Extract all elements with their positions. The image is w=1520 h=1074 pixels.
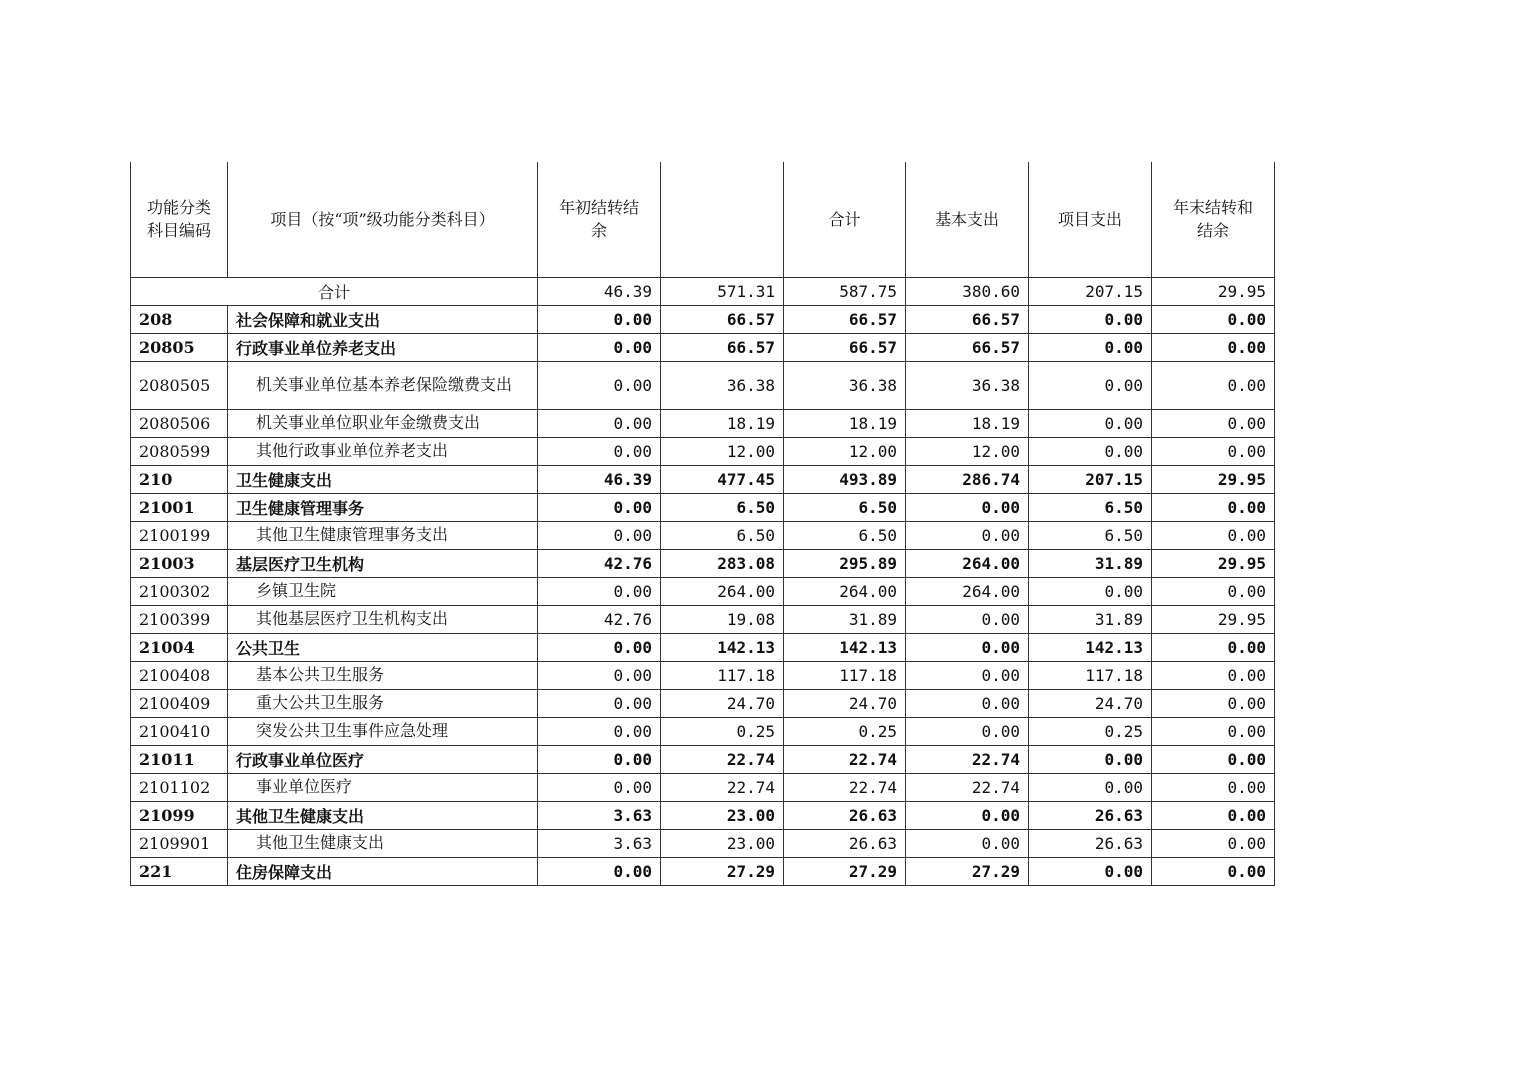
- header-blank: [661, 162, 784, 277]
- amount-cell: 0.00: [538, 633, 661, 661]
- subject-name: 行政事业单位医疗: [228, 745, 538, 773]
- amount-cell: 0.00: [538, 409, 661, 437]
- table-row: [131, 577, 1275, 605]
- amount-cell: 66.57: [661, 305, 784, 333]
- amount-cell: 0.00: [1029, 745, 1152, 773]
- header-opening-balance: 年初结转结 余: [538, 162, 661, 277]
- subject-code: 2100409: [131, 689, 228, 717]
- amount-cell: 12.00: [784, 437, 906, 465]
- amount-cell: 0.00: [1029, 857, 1152, 885]
- amount-cell: 0.00: [1152, 717, 1275, 745]
- header-closing-balance: 年末结转和 结余: [1152, 162, 1275, 277]
- amount-cell: 142.13: [1029, 633, 1152, 661]
- amount-cell: 0.00: [1152, 801, 1275, 829]
- amount-cell: 142.13: [784, 633, 906, 661]
- amount-cell: 23.00: [661, 829, 784, 857]
- amount-cell: 6.50: [661, 521, 784, 549]
- subject-code: 2100399: [131, 605, 228, 633]
- amount-cell: 142.13: [661, 633, 784, 661]
- subject-code: 2080599: [131, 437, 228, 465]
- amount-cell: 66.57: [906, 333, 1029, 361]
- amount-cell: 0.00: [538, 361, 661, 409]
- amount-cell: 29.95: [1152, 465, 1275, 493]
- table-row: [131, 717, 1275, 745]
- amount-cell: 0.00: [538, 857, 661, 885]
- subject-name: 行政事业单位养老支出: [228, 333, 538, 361]
- subject-code: 21001: [131, 493, 228, 521]
- subject-name: 住房保障支出: [228, 857, 538, 885]
- subject-name: 基层医疗卫生机构: [228, 549, 538, 577]
- amount-cell: 36.38: [906, 361, 1029, 409]
- amount-cell: 0.00: [1152, 745, 1275, 773]
- amount-cell: 0.00: [538, 661, 661, 689]
- subject-name: 其他卫生健康管理事务支出: [228, 521, 538, 549]
- total-value: 29.95: [1152, 277, 1275, 305]
- amount-cell: 207.15: [1029, 465, 1152, 493]
- amount-cell: 12.00: [661, 437, 784, 465]
- amount-cell: 0.25: [784, 717, 906, 745]
- amount-cell: 0.00: [538, 305, 661, 333]
- subject-name: 重大公共卫生服务: [228, 689, 538, 717]
- subject-code: 2101102: [131, 773, 228, 801]
- table-row: [131, 689, 1275, 717]
- amount-cell: 0.00: [1152, 437, 1275, 465]
- table-row: [131, 745, 1275, 773]
- total-value: 571.31: [661, 277, 784, 305]
- subject-name: 乡镇卫生院: [228, 577, 538, 605]
- table-row: [131, 409, 1275, 437]
- subject-code: 21004: [131, 633, 228, 661]
- total-value: 587.75: [784, 277, 906, 305]
- amount-cell: 0.00: [1029, 577, 1152, 605]
- amount-cell: 0.00: [538, 437, 661, 465]
- amount-cell: 0.00: [538, 521, 661, 549]
- amount-cell: 26.63: [784, 829, 906, 857]
- header-total: 合计: [784, 162, 906, 277]
- amount-cell: 29.95: [1152, 605, 1275, 633]
- amount-cell: 36.38: [661, 361, 784, 409]
- amount-cell: 0.00: [538, 773, 661, 801]
- amount-cell: 0.00: [1152, 829, 1275, 857]
- amount-cell: 31.89: [1029, 549, 1152, 577]
- amount-cell: 27.29: [661, 857, 784, 885]
- amount-cell: 0.00: [906, 521, 1029, 549]
- total-label: 合计: [131, 277, 538, 305]
- amount-cell: 27.29: [784, 857, 906, 885]
- amount-cell: 264.00: [906, 549, 1029, 577]
- amount-cell: 0.00: [906, 605, 1029, 633]
- amount-cell: 0.00: [1029, 305, 1152, 333]
- amount-cell: 0.00: [538, 717, 661, 745]
- header-row: [131, 162, 1275, 277]
- subject-name: 其他卫生健康支出: [228, 829, 538, 857]
- amount-cell: 23.00: [661, 801, 784, 829]
- amount-cell: 264.00: [661, 577, 784, 605]
- amount-cell: 66.57: [906, 305, 1029, 333]
- amount-cell: 66.57: [661, 333, 784, 361]
- amount-cell: 18.19: [906, 409, 1029, 437]
- amount-cell: 0.00: [1152, 333, 1275, 361]
- amount-cell: 0.00: [906, 717, 1029, 745]
- amount-cell: 36.38: [784, 361, 906, 409]
- amount-cell: 0.25: [1029, 717, 1152, 745]
- amount-cell: 0.00: [538, 333, 661, 361]
- amount-cell: 3.63: [538, 801, 661, 829]
- table-row: [131, 829, 1275, 857]
- amount-cell: 26.63: [1029, 829, 1152, 857]
- subject-code: 2080506: [131, 409, 228, 437]
- amount-cell: 0.00: [1152, 305, 1275, 333]
- amount-cell: 19.08: [661, 605, 784, 633]
- amount-cell: 264.00: [784, 577, 906, 605]
- amount-cell: 22.74: [784, 745, 906, 773]
- amount-cell: 295.89: [784, 549, 906, 577]
- amount-cell: 22.74: [906, 745, 1029, 773]
- amount-cell: 26.63: [1029, 801, 1152, 829]
- subject-code: 210: [131, 465, 228, 493]
- subject-code: 20805: [131, 333, 228, 361]
- subject-name: 其他行政事业单位养老支出: [228, 437, 538, 465]
- subject-name: 卫生健康管理事务: [228, 493, 538, 521]
- subject-code: 2100410: [131, 717, 228, 745]
- amount-cell: 0.00: [1152, 361, 1275, 409]
- amount-cell: 0.00: [1152, 493, 1275, 521]
- amount-cell: 0.00: [906, 633, 1029, 661]
- subject-code: 2080505: [131, 361, 228, 409]
- amount-cell: 117.18: [1029, 661, 1152, 689]
- amount-cell: 6.50: [1029, 493, 1152, 521]
- table-row: [131, 661, 1275, 689]
- amount-cell: 0.00: [1029, 361, 1152, 409]
- amount-cell: 0.00: [1152, 521, 1275, 549]
- amount-cell: 0.00: [1152, 689, 1275, 717]
- amount-cell: 117.18: [661, 661, 784, 689]
- amount-cell: 6.50: [784, 493, 906, 521]
- table-row: [131, 305, 1275, 333]
- subject-name: 机关事业单位基本养老保险缴费支出: [228, 361, 538, 409]
- subject-name: 社会保障和就业支出: [228, 305, 538, 333]
- amount-cell: 31.89: [1029, 605, 1152, 633]
- header-basic-expenditure: 基本支出: [906, 162, 1029, 277]
- total-value: 380.60: [906, 277, 1029, 305]
- amount-cell: 66.57: [784, 333, 906, 361]
- amount-cell: 6.50: [1029, 521, 1152, 549]
- table-header: [131, 162, 1275, 277]
- table-row: [131, 493, 1275, 521]
- amount-cell: 22.74: [661, 773, 784, 801]
- amount-cell: 18.19: [784, 409, 906, 437]
- amount-cell: 42.76: [538, 605, 661, 633]
- amount-cell: 0.00: [538, 493, 661, 521]
- amount-cell: 264.00: [906, 577, 1029, 605]
- amount-cell: 24.70: [1029, 689, 1152, 717]
- amount-cell: 0.00: [1152, 577, 1275, 605]
- amount-cell: 0.00: [538, 577, 661, 605]
- amount-cell: 31.89: [784, 605, 906, 633]
- amount-cell: 0.00: [1152, 773, 1275, 801]
- amount-cell: 22.74: [661, 745, 784, 773]
- subject-code: 2109901: [131, 829, 228, 857]
- subject-code: 221: [131, 857, 228, 885]
- table-row: [131, 857, 1275, 885]
- subject-name: 卫生健康支出: [228, 465, 538, 493]
- header-project-expenditure: 项目支出: [1029, 162, 1152, 277]
- table-row: [131, 437, 1275, 465]
- amount-cell: 283.08: [661, 549, 784, 577]
- table-row: [131, 521, 1275, 549]
- amount-cell: 0.00: [1152, 633, 1275, 661]
- header-item-name: 项目（按“项”级功能分类科目）: [228, 162, 538, 277]
- total-value: 46.39: [538, 277, 661, 305]
- subject-name: 事业单位医疗: [228, 773, 538, 801]
- amount-cell: 66.57: [784, 305, 906, 333]
- table-row: [131, 605, 1275, 633]
- header-subject-code: 功能分类 科目编码: [131, 162, 228, 277]
- table-row: [131, 773, 1275, 801]
- amount-cell: 0.00: [538, 745, 661, 773]
- subject-name: 其他卫生健康支出: [228, 801, 538, 829]
- amount-cell: 46.39: [538, 465, 661, 493]
- amount-cell: 42.76: [538, 549, 661, 577]
- subject-name: 突发公共卫生事件应急处理: [228, 717, 538, 745]
- amount-cell: 0.00: [1029, 333, 1152, 361]
- table-row: [131, 633, 1275, 661]
- subject-name: 其他基层医疗卫生机构支出: [228, 605, 538, 633]
- subject-code: 21099: [131, 801, 228, 829]
- amount-cell: 0.00: [1029, 437, 1152, 465]
- amount-cell: 0.25: [661, 717, 784, 745]
- amount-cell: 117.18: [784, 661, 906, 689]
- amount-cell: 24.70: [784, 689, 906, 717]
- table-row: [131, 549, 1275, 577]
- amount-cell: 29.95: [1152, 549, 1275, 577]
- amount-cell: 0.00: [1152, 857, 1275, 885]
- amount-cell: 286.74: [906, 465, 1029, 493]
- amount-cell: 3.63: [538, 829, 661, 857]
- subject-code: 21003: [131, 549, 228, 577]
- amount-cell: 493.89: [784, 465, 906, 493]
- amount-cell: 0.00: [1152, 661, 1275, 689]
- amount-cell: 0.00: [1029, 409, 1152, 437]
- amount-cell: 0.00: [538, 689, 661, 717]
- table-row: [131, 333, 1275, 361]
- amount-cell: 22.74: [906, 773, 1029, 801]
- amount-cell: 22.74: [784, 773, 906, 801]
- amount-cell: 6.50: [784, 521, 906, 549]
- amount-cell: 0.00: [906, 689, 1029, 717]
- amount-cell: 12.00: [906, 437, 1029, 465]
- subject-code: 21011: [131, 745, 228, 773]
- table-body: [131, 277, 1275, 885]
- subject-name: 公共卫生: [228, 633, 538, 661]
- amount-cell: 6.50: [661, 493, 784, 521]
- amount-cell: 477.45: [661, 465, 784, 493]
- subject-code: 2100199: [131, 521, 228, 549]
- amount-cell: 24.70: [661, 689, 784, 717]
- amount-cell: 26.63: [784, 801, 906, 829]
- total-row: [131, 277, 1275, 305]
- table-row: [131, 465, 1275, 493]
- subject-name: 机关事业单位职业年金缴费支出: [228, 409, 538, 437]
- subject-code: 2100408: [131, 661, 228, 689]
- subject-code: 208: [131, 305, 228, 333]
- table-row: [131, 801, 1275, 829]
- amount-cell: 0.00: [906, 493, 1029, 521]
- amount-cell: 18.19: [661, 409, 784, 437]
- budget-table: [130, 162, 1275, 886]
- amount-cell: 0.00: [906, 829, 1029, 857]
- subject-name: 基本公共卫生服务: [228, 661, 538, 689]
- subject-code: 2100302: [131, 577, 228, 605]
- table-row: [131, 361, 1275, 409]
- amount-cell: 0.00: [1029, 773, 1152, 801]
- total-value: 207.15: [1029, 277, 1152, 305]
- amount-cell: 0.00: [1152, 409, 1275, 437]
- amount-cell: 27.29: [906, 857, 1029, 885]
- amount-cell: 0.00: [906, 801, 1029, 829]
- amount-cell: 0.00: [906, 661, 1029, 689]
